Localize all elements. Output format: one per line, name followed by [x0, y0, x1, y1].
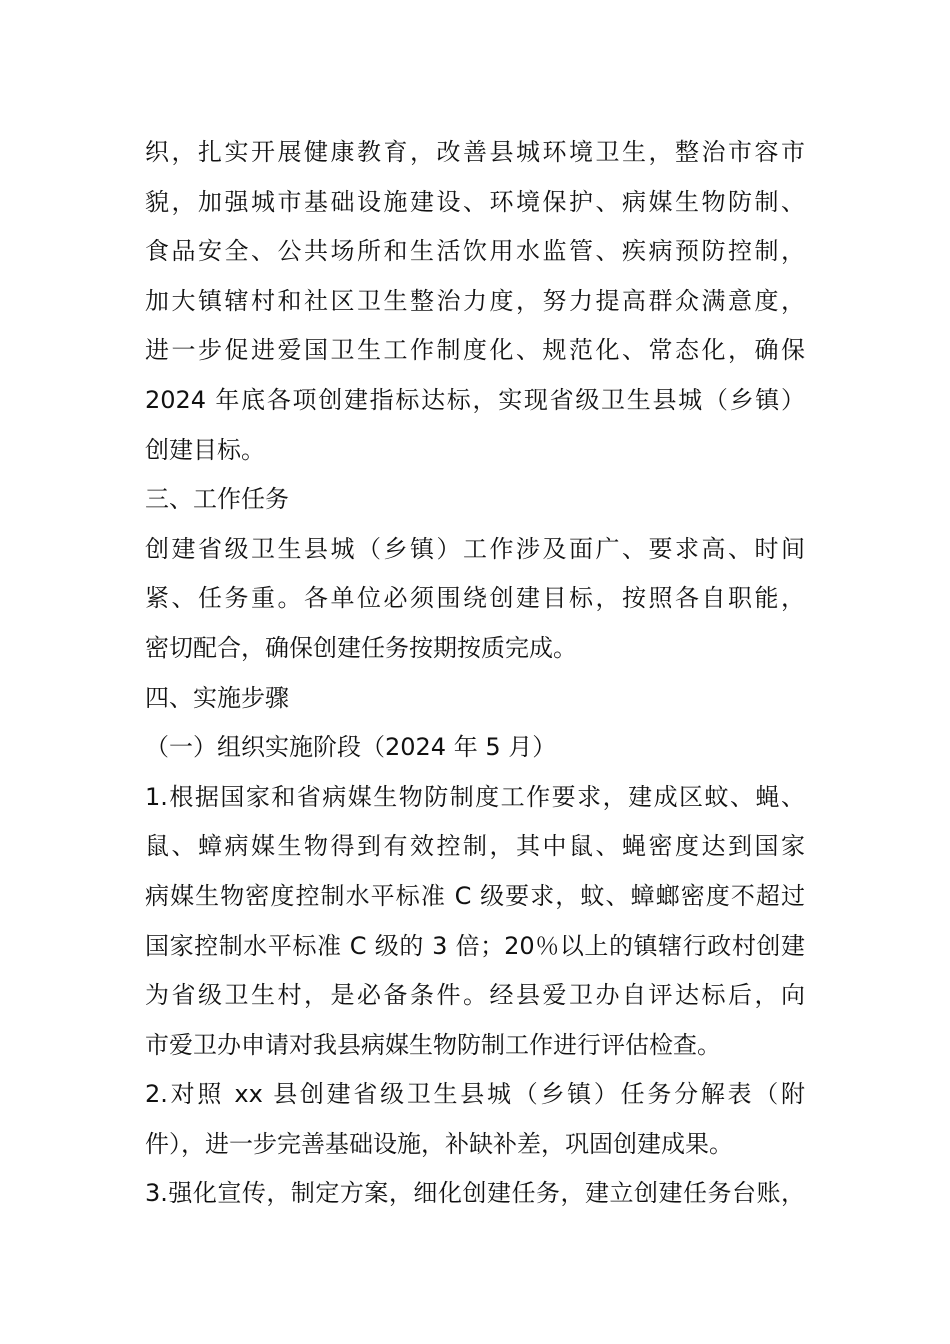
paragraph-line: 创建目标。: [145, 435, 265, 464]
paragraph-line: 2024 年底各项创建指标达标，实现省级卫生县城（乡镇）: [145, 385, 805, 414]
paragraph-line: 密切配合，确保创建任务按期按质完成。: [145, 633, 577, 662]
paragraph-line: 进一步促进爱国卫生工作制度化、规范化、常态化，确保: [145, 336, 805, 365]
paragraph-line: 国家控制水平标准 C 级的 3 倍；20％以上的镇辖行政村创建: [145, 931, 805, 960]
document-body: [145, 128, 805, 1219]
paragraph-line: 加大镇辖村和社区卫生整治力度，努力提高群众满意度，: [145, 286, 805, 315]
paragraph-line: 1.根据国家和省病媒生物防制度工作要求，建成区蚊、蝇、: [145, 782, 805, 811]
paragraph-line: 件），进一步完善基础设施，补缺补差，巩固创建成果。: [145, 1129, 733, 1158]
paragraph-line: 紧、任务重。各单位必须围绕创建目标，按照各自职能，: [145, 584, 805, 613]
paragraph-line: 鼠、蟑病媒生物得到有效控制，其中鼠、蝇密度达到国家: [145, 832, 805, 861]
paragraph-line: 病媒生物密度控制水平标准 C 级要求，蚊、蟑螂密度不超过: [145, 881, 805, 910]
section-heading: 三、工作任务: [145, 485, 289, 514]
paragraph-line: 市爱卫办申请对我县病媒生物防制工作进行评估检查。: [145, 1030, 721, 1059]
paragraph-line: 貌，加强城市基础设施建设、环境保护、病媒生物防制、: [145, 187, 805, 216]
subsection-heading: （一）组织实施阶段（2024 年 5 月）: [145, 733, 557, 762]
paragraph-line: 2.对照 xx 县创建省级卫生县城（乡镇）任务分解表（附: [145, 1080, 805, 1109]
paragraph-line: 食品安全、公共场所和生活饮用水监管、疾病预防控制，: [145, 237, 805, 266]
paragraph-line: 3.强化宣传，制定方案，细化创建任务，建立创建任务台账，: [145, 1179, 805, 1208]
paragraph-line: 创建省级卫生县城（乡镇）工作涉及面广、要求高、时间: [145, 534, 805, 563]
paragraph-line: 织，扎实开展健康教育，改善县城环境卫生，整治市容市: [145, 138, 805, 166]
paragraph-line: 为省级卫生村，是必备条件。经县爱卫办自评达标后，向: [145, 981, 805, 1010]
section-heading: 四、实施步骤: [145, 683, 289, 712]
